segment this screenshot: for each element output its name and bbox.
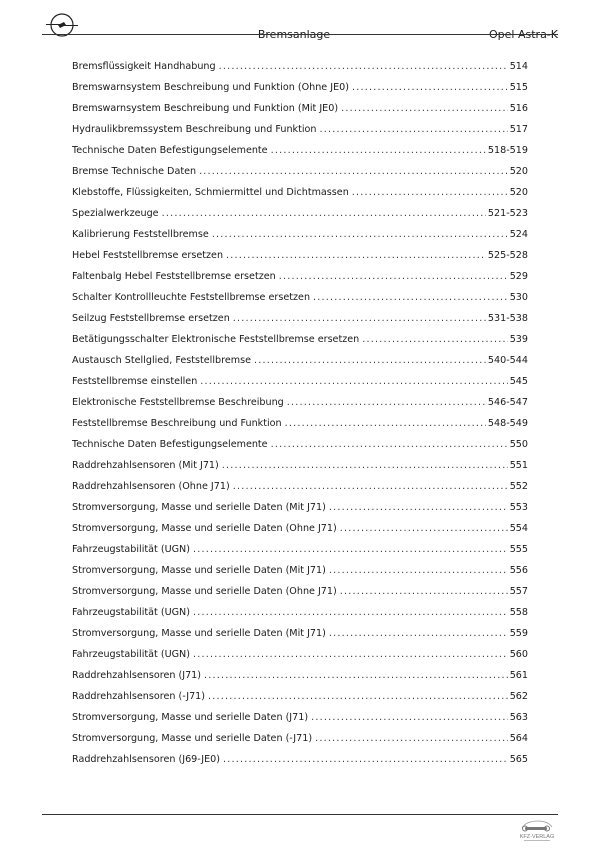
toc-entry-title: Hydraulikbremssystem Beschreibung und Funktion	[72, 124, 317, 135]
toc-entry[interactable]	[72, 250, 528, 271]
toc-entry[interactable]	[72, 82, 528, 103]
toc-entry[interactable]	[72, 334, 528, 355]
toc-entry-page: 531-538	[487, 313, 528, 324]
toc-dot-leader	[329, 565, 508, 576]
toc-entry-title: Feststellbremse einstellen	[72, 376, 198, 387]
toc-dot-leader	[208, 691, 508, 702]
toc-entry-page: 529	[509, 271, 528, 282]
toc-entry-title: Bremswarnsystem Beschreibung und Funktion (Ohne JE0)	[72, 82, 349, 93]
toc-dot-leader	[223, 754, 508, 765]
kfz-verlag-logo-icon	[516, 818, 558, 844]
toc-entry-title: Austausch Stellglied, Feststellbremse	[72, 355, 251, 366]
toc-dot-leader	[219, 61, 508, 72]
toc-entry-title: Stromversorgung, Masse und serielle Daten (J71)	[72, 712, 309, 723]
toc-dot-leader	[233, 313, 486, 324]
toc-entry[interactable]	[72, 187, 528, 208]
toc-dot-leader	[200, 376, 507, 387]
toc-entry-title: Feststellbremse Beschreibung und Funktion	[72, 418, 282, 429]
toc-entry[interactable]	[72, 586, 528, 607]
toc-entry-page: 560	[509, 649, 528, 660]
toc-entry[interactable]	[72, 523, 528, 544]
toc-dot-leader	[285, 418, 486, 429]
toc-entry-page: 546-547	[487, 397, 528, 408]
toc-entry-title: Raddrehzahlsensoren (Mit J71)	[72, 460, 219, 471]
toc-entry[interactable]	[72, 628, 528, 649]
toc-entry-page: 559	[509, 628, 528, 639]
toc-entry-title: Hebel Feststellbremse ersetzen	[72, 250, 224, 261]
toc-entry[interactable]	[72, 271, 528, 292]
toc-entry-page: 524	[509, 229, 528, 240]
toc-entry[interactable]	[72, 691, 528, 712]
toc-dot-leader	[162, 208, 486, 219]
toc-entry-page: 514	[509, 61, 528, 72]
toc-entry[interactable]	[72, 565, 528, 586]
toc-entry[interactable]	[72, 670, 528, 691]
toc-entry[interactable]	[72, 397, 528, 418]
toc-entry-page: 515	[509, 82, 528, 93]
toc-entry[interactable]	[72, 208, 528, 229]
toc-entry[interactable]	[72, 145, 528, 166]
toc-entry-title: Technische Daten Befestigungselemente	[72, 145, 268, 156]
toc-entry[interactable]	[72, 481, 528, 502]
toc-entry-page: 539	[509, 334, 528, 345]
toc-dot-leader	[311, 712, 508, 723]
toc-entry-page: 521-523	[487, 208, 528, 219]
toc-dot-leader	[352, 82, 508, 93]
toc-entry[interactable]	[72, 124, 528, 145]
toc-entry[interactable]	[72, 313, 528, 334]
toc-entry-title: Stromversorgung, Masse und serielle Daten (-J71)	[72, 733, 313, 744]
toc-entry-page: 551	[509, 460, 528, 471]
toc-entry-title: Bremsflüssigkeit Handhabung	[72, 61, 216, 72]
toc-entry[interactable]	[72, 292, 528, 313]
table-of-contents	[72, 61, 528, 775]
toc-entry[interactable]	[72, 712, 528, 733]
toc-entry-title: Stromversorgung, Masse und serielle Daten (Ohne J71)	[72, 523, 337, 534]
toc-entry[interactable]	[72, 649, 528, 670]
header-divider	[42, 34, 558, 35]
toc-entry[interactable]	[72, 439, 528, 460]
toc-entry-title: Klebstoffe, Flüssigkeiten, Schmiermittel und Dichtmassen	[72, 187, 349, 198]
page-header	[42, 8, 558, 41]
toc-dot-leader	[233, 481, 508, 492]
toc-entry-page: 561	[509, 670, 528, 681]
toc-entry-title: Stromversorgung, Masse und serielle Daten (Ohne J71)	[72, 586, 337, 597]
toc-entry-page: 540-544	[487, 355, 528, 366]
toc-entry[interactable]	[72, 607, 528, 628]
toc-entry-title: Raddrehzahlsensoren (J69-JE0)	[72, 754, 221, 765]
toc-entry-page: 520	[509, 166, 528, 177]
toc-entry-title: Bremse Technische Daten	[72, 166, 197, 177]
toc-entry-page: 517	[509, 124, 528, 135]
toc-entry-title: Bremswarnsystem Beschreibung und Funktion (Mit JE0)	[72, 103, 339, 114]
opel-blitz-logo-icon	[44, 10, 80, 40]
toc-entry[interactable]	[72, 418, 528, 439]
toc-entry-page: 562	[509, 691, 528, 702]
toc-entry-title: Kalibrierung Feststellbremse	[72, 229, 209, 240]
toc-dot-leader	[222, 460, 508, 471]
toc-entry[interactable]	[72, 229, 528, 250]
toc-entry-page: 550	[509, 439, 528, 450]
toc-entry[interactable]	[72, 460, 528, 481]
toc-dot-leader	[226, 250, 486, 261]
toc-entry-title: Fahrzeugstabilität (UGN)	[72, 544, 190, 555]
toc-entry-page: 553	[509, 502, 528, 513]
toc-entry-page: 518-519	[487, 145, 528, 156]
toc-entry-title: Faltenbalg Hebel Feststellbremse ersetzen	[72, 271, 276, 282]
toc-entry[interactable]	[72, 754, 528, 775]
toc-entry-page: 564	[509, 733, 528, 744]
toc-entry[interactable]	[72, 103, 528, 124]
toc-entry-page: 520	[509, 187, 528, 198]
toc-dot-leader	[340, 586, 508, 597]
toc-entry-title: Stromversorgung, Masse und serielle Daten (Mit J71)	[72, 502, 326, 513]
toc-dot-leader	[320, 124, 508, 135]
toc-dot-leader	[279, 271, 508, 282]
toc-entry[interactable]	[72, 502, 528, 523]
toc-entry-title: Spezialwerkzeuge	[72, 208, 159, 219]
toc-entry-page: 554	[509, 523, 528, 534]
toc-entry-page: 556	[509, 565, 528, 576]
toc-dot-leader	[341, 103, 508, 114]
toc-entry-page: 516	[509, 103, 528, 114]
toc-entry-page: 552	[509, 481, 528, 492]
toc-entry-page: 557	[509, 586, 528, 597]
toc-entry-page: 563	[509, 712, 528, 723]
toc-dot-leader	[193, 649, 508, 660]
toc-dot-leader	[193, 544, 508, 555]
toc-entry[interactable]	[72, 61, 528, 82]
toc-dot-leader	[271, 145, 486, 156]
toc-entry-title: Elektronische Feststellbremse Beschreibung	[72, 397, 284, 408]
toc-entry-page: 530	[509, 292, 528, 303]
toc-entry[interactable]	[72, 166, 528, 187]
toc-dot-leader	[315, 733, 508, 744]
toc-entry[interactable]	[72, 355, 528, 376]
toc-dot-leader	[287, 397, 486, 408]
vehicle-model: Opel Astra-K	[489, 28, 558, 41]
svg-text:KFZ-VERLAG: KFZ-VERLAG	[519, 834, 555, 840]
toc-entry-title: Raddrehzahlsensoren (J71)	[72, 670, 202, 681]
toc-entry-title: Technische Daten Befestigungselemente	[72, 439, 268, 450]
toc-entry-page: 525-528	[487, 250, 528, 261]
toc-dot-leader	[204, 670, 508, 681]
toc-entry[interactable]	[72, 376, 528, 397]
toc-entry-title: Raddrehzahlsensoren (-J71)	[72, 691, 206, 702]
toc-dot-leader	[193, 607, 508, 618]
document-section-title: Bremsanlage	[257, 28, 331, 41]
toc-entry-title: Schalter Kontrollleuchte Feststellbremse ersetzen	[72, 292, 311, 303]
toc-dot-leader	[271, 439, 508, 450]
toc-entry[interactable]	[72, 544, 528, 565]
toc-dot-leader	[254, 355, 486, 366]
toc-entry-title: Seilzug Feststellbremse ersetzen	[72, 313, 230, 324]
toc-dot-leader	[199, 166, 508, 177]
toc-entry[interactable]	[72, 733, 528, 754]
toc-entry-page: 545	[509, 376, 528, 387]
toc-entry-title: Fahrzeugstabilität (UGN)	[72, 649, 190, 660]
toc-dot-leader	[352, 187, 508, 198]
toc-dot-leader	[362, 334, 507, 345]
toc-entry-title: Raddrehzahlsensoren (Ohne J71)	[72, 481, 230, 492]
toc-entry-title: Stromversorgung, Masse und serielle Daten (Mit J71)	[72, 565, 326, 576]
toc-dot-leader	[212, 229, 508, 240]
footer-divider	[42, 814, 558, 815]
toc-dot-leader	[329, 628, 508, 639]
toc-entry-page: 555	[509, 544, 528, 555]
toc-dot-leader	[313, 292, 508, 303]
toc-entry-title: Fahrzeugstabilität (UGN)	[72, 607, 190, 618]
toc-entry-page: 565	[509, 754, 528, 765]
toc-entry-page: 548-549	[487, 418, 528, 429]
toc-dot-leader	[329, 502, 508, 513]
toc-entry-title: Stromversorgung, Masse und serielle Daten (Mit J71)	[72, 628, 326, 639]
toc-dot-leader	[340, 523, 508, 534]
toc-entry-title: Betätigungsschalter Elektronische Feststellbremse ersetzen	[72, 334, 360, 345]
toc-entry-page: 558	[509, 607, 528, 618]
